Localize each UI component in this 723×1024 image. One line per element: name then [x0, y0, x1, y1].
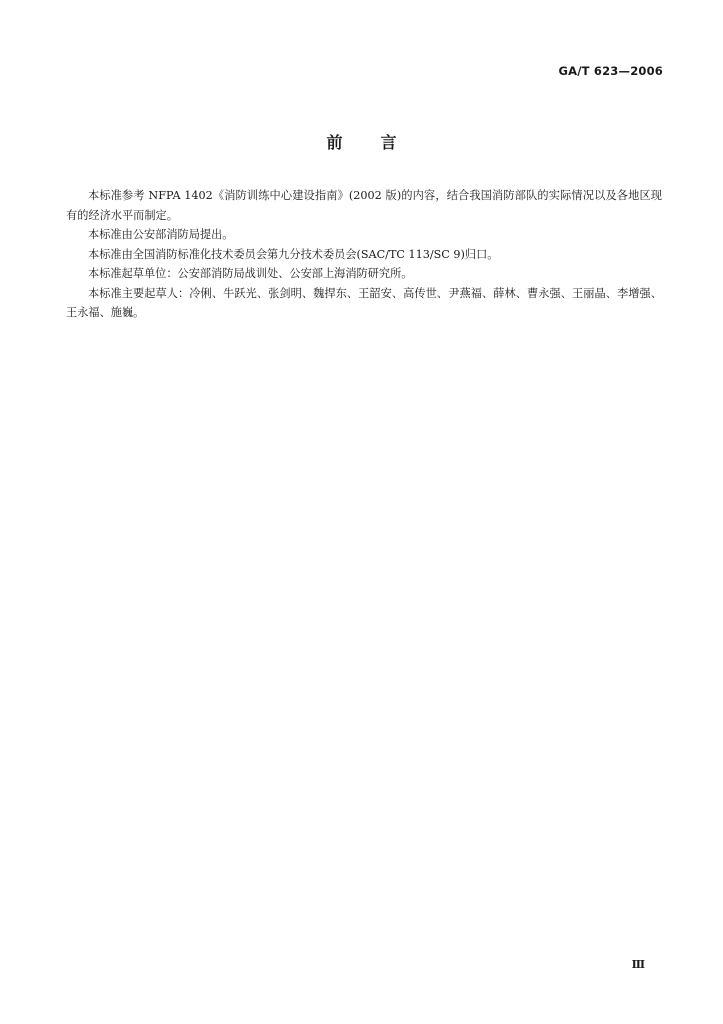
paragraph-proposer: 本标准由公安部消防局提出。 [88, 228, 234, 241]
paragraph-reference: 本标准参考 NFPA 1402《消防训练中心建设指南》(2002 版)的内容，结合我国消防部队的实际情况以及各地区现有的经济水平而制定。 [66, 189, 662, 222]
foreword-body [66, 186, 662, 323]
standard-code: GA/T 623—2006 [558, 64, 663, 78]
page-number: Ⅲ [631, 958, 645, 971]
page-title: 前言 [326, 133, 435, 152]
paragraph-drafting-units: 本标准起草单位：公安部消防局战训处、公安部上海消防研究所。 [88, 267, 413, 280]
paragraph-drafters: 本标准主要起草人：冷俐、牛跃光、张剑明、魏捍东、王韶安、高传世、尹燕福、薛林、曹永强、王丽晶、李增强、王永福、施巍。 [66, 286, 662, 319]
paragraph-centralized: 本标准由全国消防标准化技术委员会第九分技术委员会(SAC/TC 113/SC 9)归口。 [88, 247, 499, 261]
